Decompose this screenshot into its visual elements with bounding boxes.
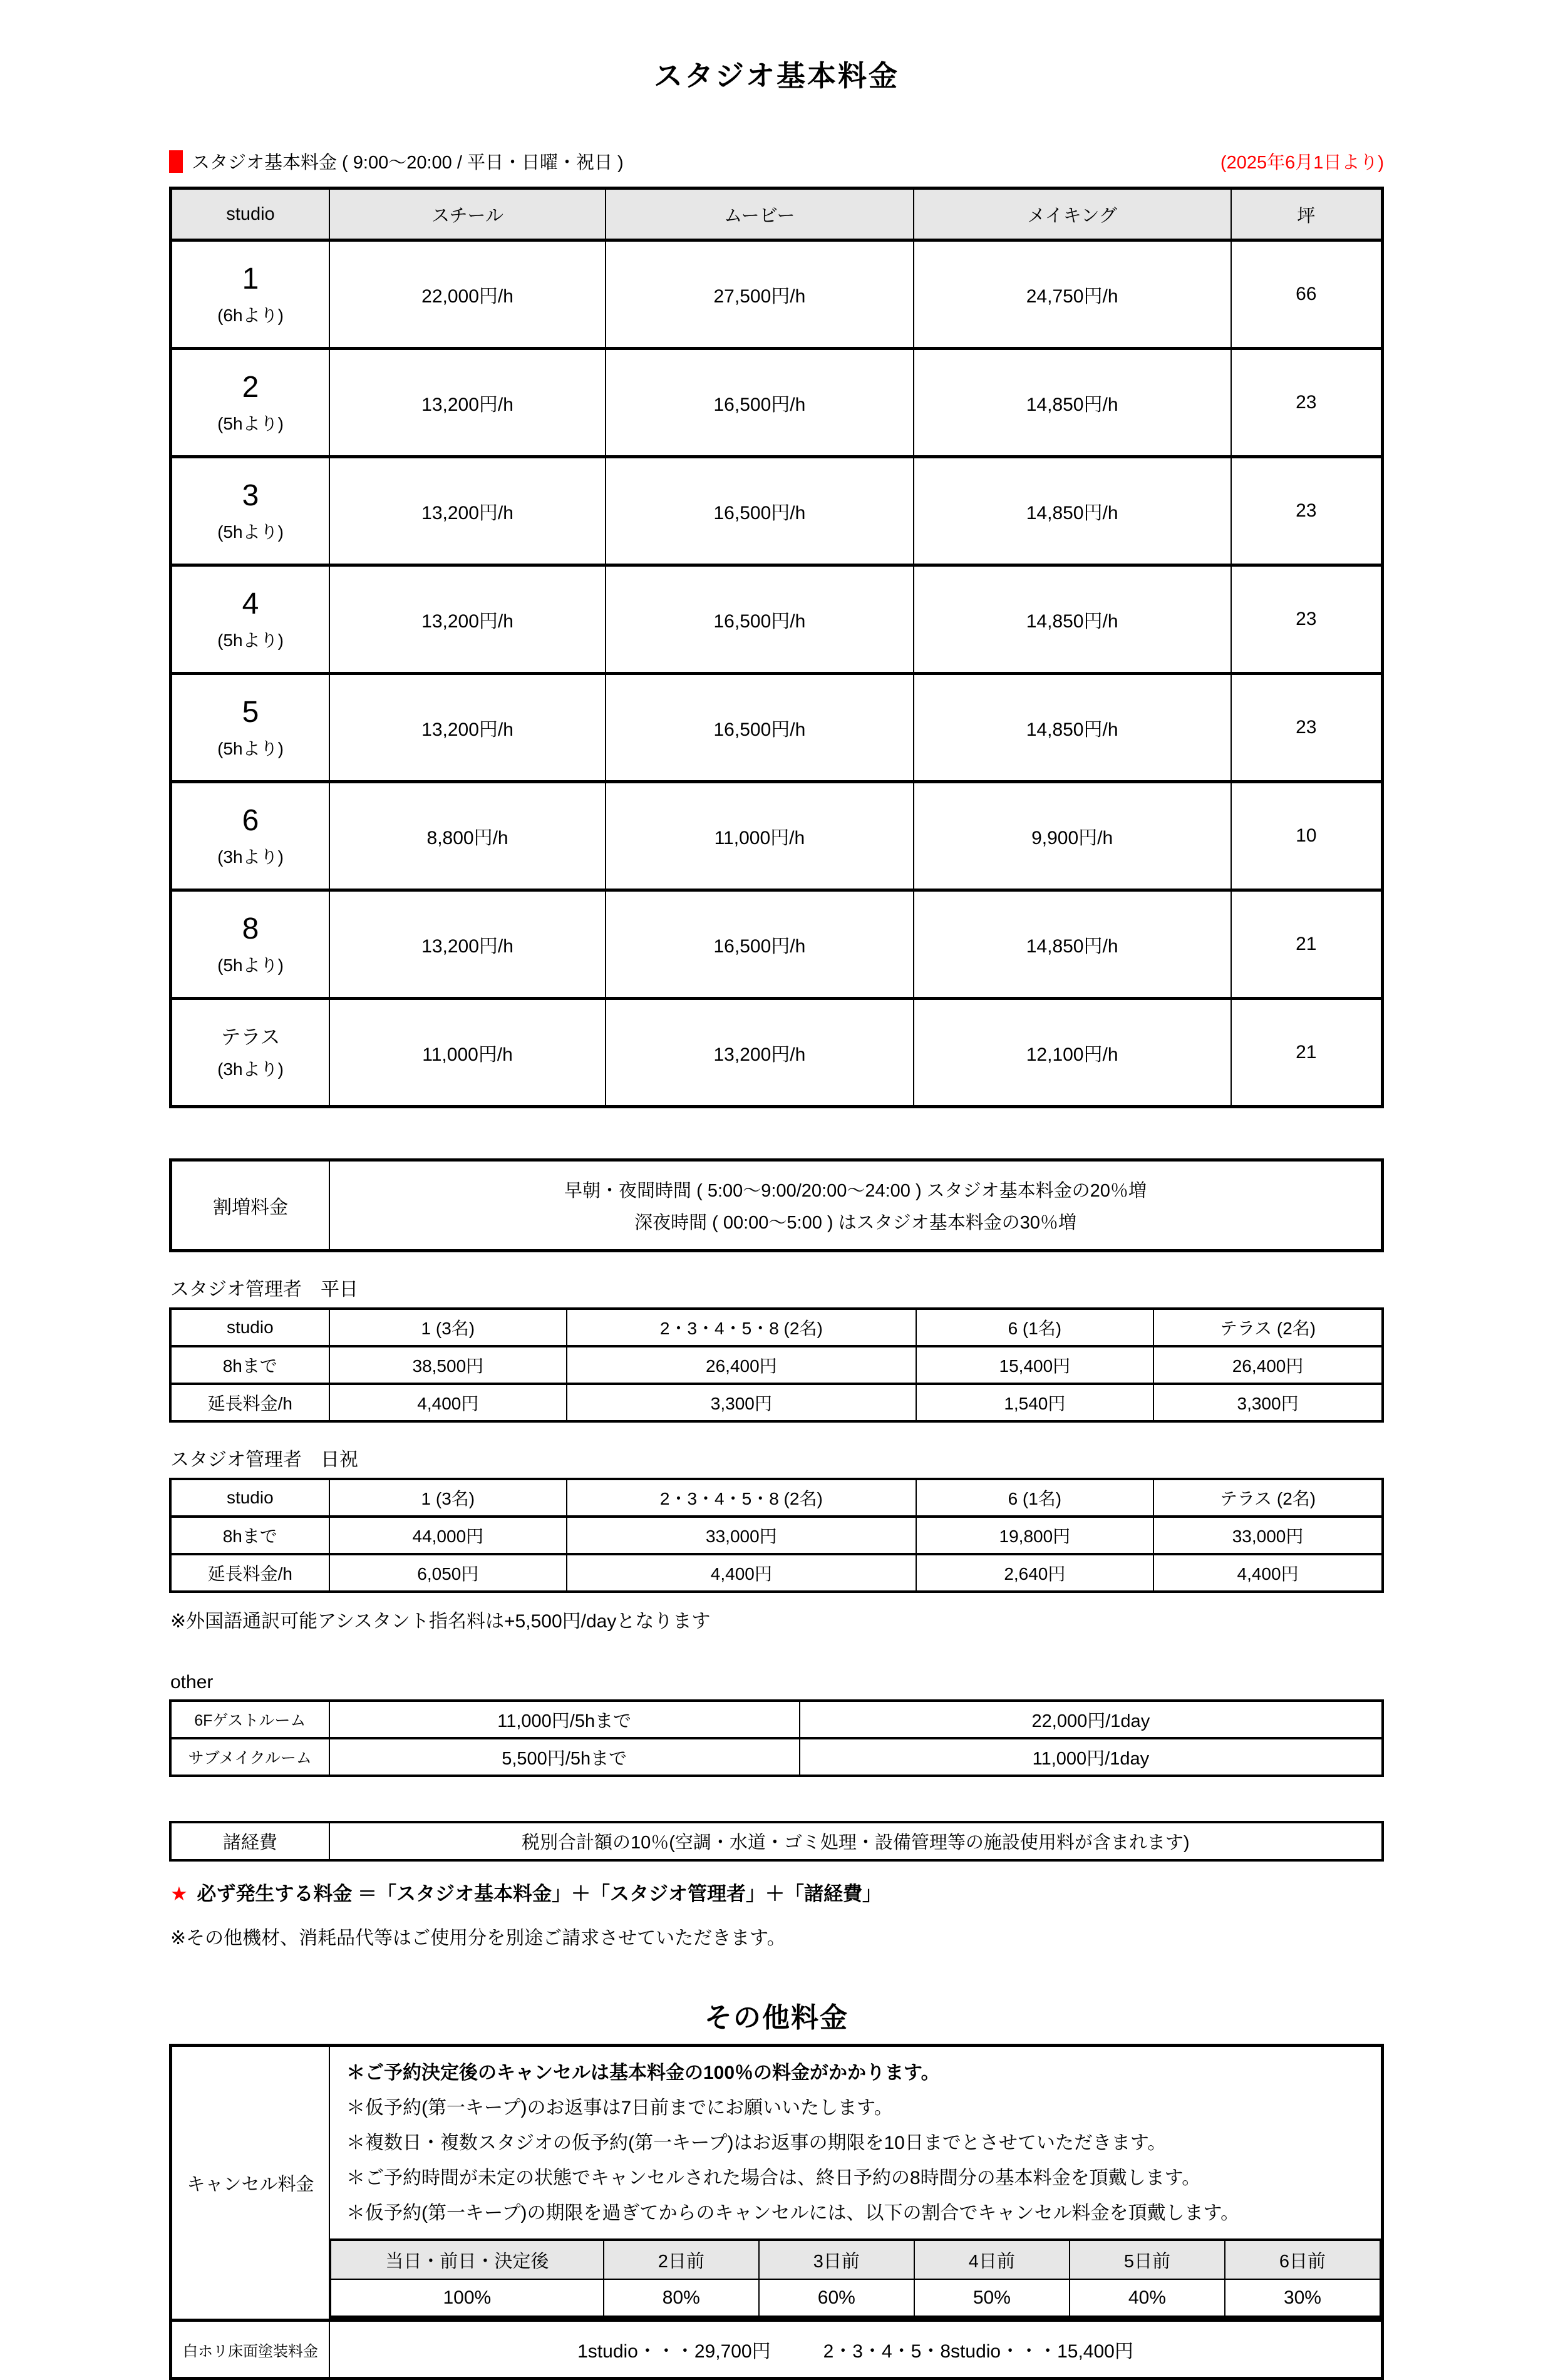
fee-cell: 3,300円 <box>1153 1384 1383 1421</box>
col-header-studio23458: 2・3・4・5・8 (2名) <box>567 1309 916 1346</box>
movie-price: 16,500円/h <box>606 457 913 565</box>
surcharge-line-1: 早朝・夜間時間 ( 5:00～9:00/20:00～24:00 ) スタジオ基本料金の20％増 <box>564 1181 1147 1201</box>
row-label: 8hまで <box>170 1517 329 1554</box>
fee-cell: 2,640円 <box>916 1554 1153 1592</box>
making-price: 14,850円/h <box>914 890 1231 999</box>
movie-price: 16,500円/h <box>606 890 913 999</box>
fee-cell: 38,500円 <box>329 1346 567 1384</box>
paint-row <box>171 2321 1383 2379</box>
manager-weekday-table <box>169 1307 1384 1423</box>
col-header-studio: studio <box>170 1309 329 1346</box>
page-content <box>169 53 1384 2380</box>
red-square-icon <box>169 150 183 173</box>
manager-header-row <box>170 1309 1383 1346</box>
studio-number: 8 <box>242 912 259 946</box>
surcharge-line-2: 深夜時間 ( 00:00～5:00 ) はスタジオ基本料金の30％増 <box>634 1213 1076 1233</box>
row-label: 6Fゲストルーム <box>170 1701 329 1738</box>
table-row <box>171 674 1383 782</box>
row-label: 8hまで <box>170 1346 329 1384</box>
studio-cell <box>171 240 329 349</box>
fee-cell: 3,300円 <box>567 1384 916 1421</box>
fee-cell: 19,800円 <box>916 1517 1153 1554</box>
steel-price: 8,800円/h <box>329 782 606 890</box>
table-row <box>170 1384 1383 1421</box>
basic-section-bar <box>169 148 1384 174</box>
steel-price: 13,200円/h <box>329 565 606 674</box>
studio-min-hours: (3hより) <box>217 1059 284 1079</box>
table-row <box>171 240 1383 349</box>
studio-cell <box>171 674 329 782</box>
table-row <box>170 1738 1383 1776</box>
cancel-rate-header-row <box>331 2240 1380 2279</box>
col-header-studio6: 6 (1名) <box>916 1309 1153 1346</box>
rate-value: 50% <box>914 2279 1070 2317</box>
movie-price: 27,500円/h <box>606 240 913 349</box>
page-title: スタジオ基本料金 <box>654 59 899 92</box>
col-header-terrace: テラス (2名) <box>1153 1309 1383 1346</box>
studio-number: テラス <box>220 1026 281 1049</box>
movie-price: 13,200円/h <box>606 999 913 1107</box>
tsubo-value: 23 <box>1231 674 1383 782</box>
expenses-label: 諸経費 <box>170 1822 329 1860</box>
steel-price: 13,200円/h <box>329 890 606 999</box>
studio-cell <box>171 565 329 674</box>
steel-price: 22,000円/h <box>329 240 606 349</box>
col-header-studio1: 1 (3名) <box>329 1309 567 1346</box>
studio-min-hours: (5hより) <box>217 738 284 758</box>
col-header-steel: スチール <box>329 188 606 240</box>
manager-holiday-table <box>169 1478 1384 1593</box>
table-row <box>170 1517 1383 1554</box>
cancel-fee-label: キャンセル料金 <box>171 2046 329 2321</box>
table-row <box>170 1346 1383 1384</box>
expenses-text: 税別合計額の10％(空調・水道・ゴミ処理・設備管理等の施設使用料が含まれます) <box>329 1822 1383 1860</box>
basic-section-title: スタジオ基本料金 ( 9:00～20:00 / 平日・日曜・祝日 ) <box>192 153 624 173</box>
fee-cell: 44,000円 <box>329 1517 567 1554</box>
studio-number: 2 <box>242 371 259 404</box>
surcharge-body <box>329 1160 1383 1251</box>
tsubo-value: 10 <box>1231 782 1383 890</box>
col-header-studio1: 1 (3名) <box>329 1479 567 1517</box>
table-row <box>170 1822 1383 1860</box>
cancel-notes <box>330 2047 1381 2238</box>
tsubo-value: 23 <box>1231 349 1383 457</box>
red-star-icon: ★ <box>170 1883 188 1905</box>
studio-cell <box>171 457 329 565</box>
tsubo-value: 23 <box>1231 565 1383 674</box>
effective-date-note: (2025年6月1日より) <box>1220 153 1384 173</box>
other-heading: other <box>170 1672 214 1692</box>
table-row <box>171 349 1383 457</box>
surcharge-table <box>169 1158 1384 1252</box>
table-row <box>171 782 1383 890</box>
other-fees-title: その他料金 <box>704 2002 849 2033</box>
movie-price: 16,500円/h <box>606 565 913 674</box>
table-row <box>171 1160 1383 1251</box>
table-row <box>171 890 1383 999</box>
col-header-tsubo: 坪 <box>1231 188 1383 240</box>
paint-fee-others: 2・3・4・5・8studio・・・15,400円 <box>823 2341 1133 2362</box>
studio-min-hours: (5hより) <box>217 413 284 433</box>
movie-price: 16,500円/h <box>606 674 913 782</box>
col-header-studio: studio <box>171 188 329 240</box>
studio-number: 5 <box>242 696 259 729</box>
col-header-studio: studio <box>170 1479 329 1517</box>
studio-number: 3 <box>242 479 259 513</box>
cancel-note: ＊仮予約(第一キープ)の期限を過ぎてからのキャンセルには、以下の割合でキャンセル料金を頂戴します。 <box>346 2203 1240 2223</box>
manager-holiday-heading: スタジオ管理者 日祝 <box>170 1450 358 1470</box>
making-price: 14,850円/h <box>914 457 1231 565</box>
cancel-rate-table <box>330 2238 1381 2319</box>
making-price: 24,750円/h <box>914 240 1231 349</box>
fee-cell: 26,400円 <box>567 1346 916 1384</box>
fee-cell: 33,000円 <box>567 1517 916 1554</box>
studio-min-hours: (3hより) <box>217 847 284 867</box>
col-header-2days: 2日前 <box>604 2240 759 2279</box>
expenses-table <box>169 1821 1384 1862</box>
tsubo-value: 21 <box>1231 890 1383 999</box>
col-header-sameday: 当日・前日・決定後 <box>331 2240 604 2279</box>
steel-price: 13,200円/h <box>329 674 606 782</box>
row-label: 延長料金/h <box>170 1554 329 1592</box>
movie-price: 16,500円/h <box>606 349 913 457</box>
required-fee-text: 必ず発生する料金 ＝「スタジオ基本料金」＋「スタジオ管理者」＋「諸経費」 <box>197 1883 882 1905</box>
cancel-fee-table <box>169 2044 1384 2380</box>
interpreter-note: ※外国語通訳可能アシスタント指名料は+5,500円/dayとなります <box>170 1611 711 1632</box>
tsubo-value: 23 <box>1231 457 1383 565</box>
table-row <box>171 457 1383 565</box>
movie-price: 11,000円/h <box>606 782 913 890</box>
basic-rate-table <box>169 187 1384 1108</box>
making-price: 14,850円/h <box>914 674 1231 782</box>
surcharge-label: 割増料金 <box>171 1160 329 1251</box>
table-row <box>170 1701 1383 1738</box>
fee-cell: 11,000円/1day <box>800 1738 1383 1776</box>
studio-cell <box>171 349 329 457</box>
rate-value: 40% <box>1070 2279 1225 2317</box>
table-row <box>171 565 1383 674</box>
studio-min-hours: (6hより) <box>217 305 284 325</box>
fee-cell: 15,400円 <box>916 1346 1153 1384</box>
cancel-note: ＊ご予約時間が未定の状態でキャンセルされた場合は、終日予約の8時間分の基本料金を頂戴します。 <box>346 2168 1201 2188</box>
studio-min-hours: (5hより) <box>217 522 284 542</box>
manager-header-row <box>170 1479 1383 1517</box>
fee-cell: 6,050円 <box>329 1554 567 1592</box>
cancel-note: ＊ご予約決定後のキャンセルは基本料金の100％の料金がかかります。 <box>346 2063 940 2083</box>
rate-value: 60% <box>759 2279 914 2317</box>
paint-fee-label: 白ホリ床面塗装料金 <box>171 2321 329 2379</box>
fee-cell: 4,400円 <box>567 1554 916 1592</box>
fee-cell: 5,500円/5hまで <box>329 1738 800 1776</box>
fee-cell: 26,400円 <box>1153 1346 1383 1384</box>
table-row <box>171 999 1383 1107</box>
fee-cell: 4,400円 <box>1153 1554 1383 1592</box>
making-price: 14,850円/h <box>914 565 1231 674</box>
basic-header-row <box>171 188 1383 240</box>
studio-number: 1 <box>242 262 259 296</box>
col-header-making: メイキング <box>914 188 1231 240</box>
cancel-note: ＊仮予約(第一キープ)のお返事は7日前までにお願いいたします。 <box>346 2098 893 2118</box>
consumables-note: ※その他機材、消耗品代等はご使用分を別途ご請求させていただきます。 <box>170 1928 786 1949</box>
col-header-6days: 6日前 <box>1225 2240 1380 2279</box>
tsubo-value: 66 <box>1231 240 1383 349</box>
steel-price: 13,200円/h <box>329 349 606 457</box>
studio-number: 6 <box>242 804 259 838</box>
col-header-5days: 5日前 <box>1070 2240 1225 2279</box>
cancel-fee-content <box>329 2046 1383 2321</box>
studio-min-hours: (5hより) <box>217 630 284 650</box>
studio-cell <box>171 999 329 1107</box>
rate-value: 100% <box>331 2279 604 2317</box>
cancel-rate-value-row <box>331 2279 1380 2317</box>
row-label: 延長料金/h <box>170 1384 329 1421</box>
col-header-studio6: 6 (1名) <box>916 1479 1153 1517</box>
fee-cell: 4,400円 <box>329 1384 567 1421</box>
col-header-terrace: テラス (2名) <box>1153 1479 1383 1517</box>
fee-cell: 1,540円 <box>916 1384 1153 1421</box>
other-rooms-table <box>169 1699 1384 1777</box>
steel-price: 13,200円/h <box>329 457 606 565</box>
manager-weekday-heading: スタジオ管理者 平日 <box>170 1279 358 1300</box>
basic-section-heading <box>169 148 624 174</box>
required-fee-line <box>170 1878 1384 1906</box>
cancel-row <box>171 2046 1383 2321</box>
making-price: 9,900円/h <box>914 782 1231 890</box>
paint-fee-content <box>329 2321 1383 2379</box>
col-header-studio23458: 2・3・4・5・8 (2名) <box>567 1479 916 1517</box>
making-price: 12,100円/h <box>914 999 1231 1107</box>
paint-fee-studio1: 1studio・・・29,700円 <box>577 2341 771 2362</box>
fee-cell: 11,000円/5hまで <box>329 1701 800 1738</box>
studio-number: 4 <box>242 587 259 621</box>
table-row <box>170 1554 1383 1592</box>
making-price: 14,850円/h <box>914 349 1231 457</box>
rate-value: 80% <box>604 2279 759 2317</box>
col-header-movie: ムービー <box>606 188 913 240</box>
fee-cell: 22,000円/1day <box>800 1701 1383 1738</box>
fee-cell: 33,000円 <box>1153 1517 1383 1554</box>
paint-fee-values <box>330 2336 1381 2363</box>
studio-cell <box>171 890 329 999</box>
col-header-4days: 4日前 <box>914 2240 1070 2279</box>
col-header-3days: 3日前 <box>759 2240 914 2279</box>
studio-min-hours: (5hより) <box>217 955 284 975</box>
steel-price: 11,000円/h <box>329 999 606 1107</box>
studio-cell <box>171 782 329 890</box>
cancel-note: ＊複数日・複数スタジオの仮予約(第一キープ)はお返事の期限を10日までとさせていただきます。 <box>346 2133 1167 2153</box>
rate-value: 30% <box>1225 2279 1380 2317</box>
row-label: サブメイクルーム <box>170 1738 329 1776</box>
tsubo-value: 21 <box>1231 999 1383 1107</box>
